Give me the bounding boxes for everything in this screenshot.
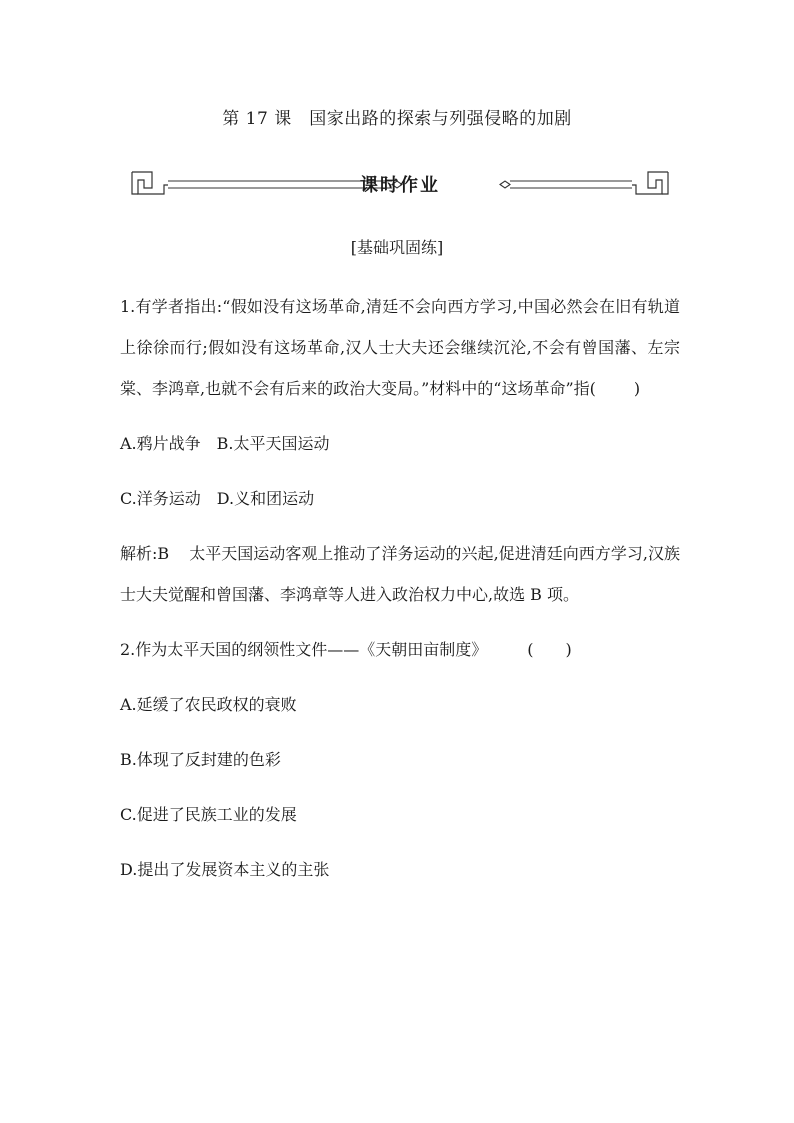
question-1-stem (120, 286, 680, 409)
question-1-option-a: A.鸦片战争 (120, 434, 201, 453)
question-1-option-c: C.洋务运动 (120, 489, 201, 508)
lesson-title: 第 17 课 国家出路的探索与列强侵略的加剧 (222, 109, 572, 129)
question-list (120, 286, 680, 904)
section-banner (130, 168, 670, 198)
question-2-option-d: D.提出了发展资本主义的主张 (120, 860, 330, 879)
question-2-stem-text: 2.作为太平天国的纲领性文件——《天朝田亩制度》 (120, 640, 488, 659)
question-1-options-row-1 (120, 423, 680, 464)
question-1-options-row-2 (120, 478, 680, 519)
question-2-answer-paren: ( ) (527, 640, 572, 659)
question-1-stem-close: ) (633, 379, 641, 398)
question-2-option-b: B.体现了反封建的色彩 (120, 750, 281, 769)
question-1-analysis-label: 解析:B (120, 544, 170, 563)
question-1-stem-text: 1.有学者指出:“假如没有这场革命,清廷不会向西方学习,中国必然会在旧有轨道上徐徐而行;假如没有这场革命,汉人士大夫还会继续沉沦,不会有曾国藩、左宗棠、李鸿章,也就不会有后来的政治大变局。”材料中的“这场革命”指( (120, 297, 680, 398)
question-2-stem (120, 629, 680, 670)
question-1-analysis-text: 太平天国运动客观上推动了洋务运动的兴起,促进清廷向西方学习,汉族士大夫觉醒和曾国藩、李鸿章等人进入政治权力中心,故选 B 项。 (120, 544, 680, 604)
question-2-option-c: C.促进了民族工业的发展 (120, 805, 297, 824)
question-1-analysis (120, 533, 680, 615)
question-1-option-b: B.太平天国运动 (216, 434, 330, 453)
banner-label: 课时作业 (360, 175, 440, 196)
question-2-option-a: A.延缓了农民政权的衰败 (120, 695, 297, 714)
section-label: [基础巩固练] (350, 238, 444, 257)
question-1-option-d: D.义和团运动 (216, 489, 315, 508)
